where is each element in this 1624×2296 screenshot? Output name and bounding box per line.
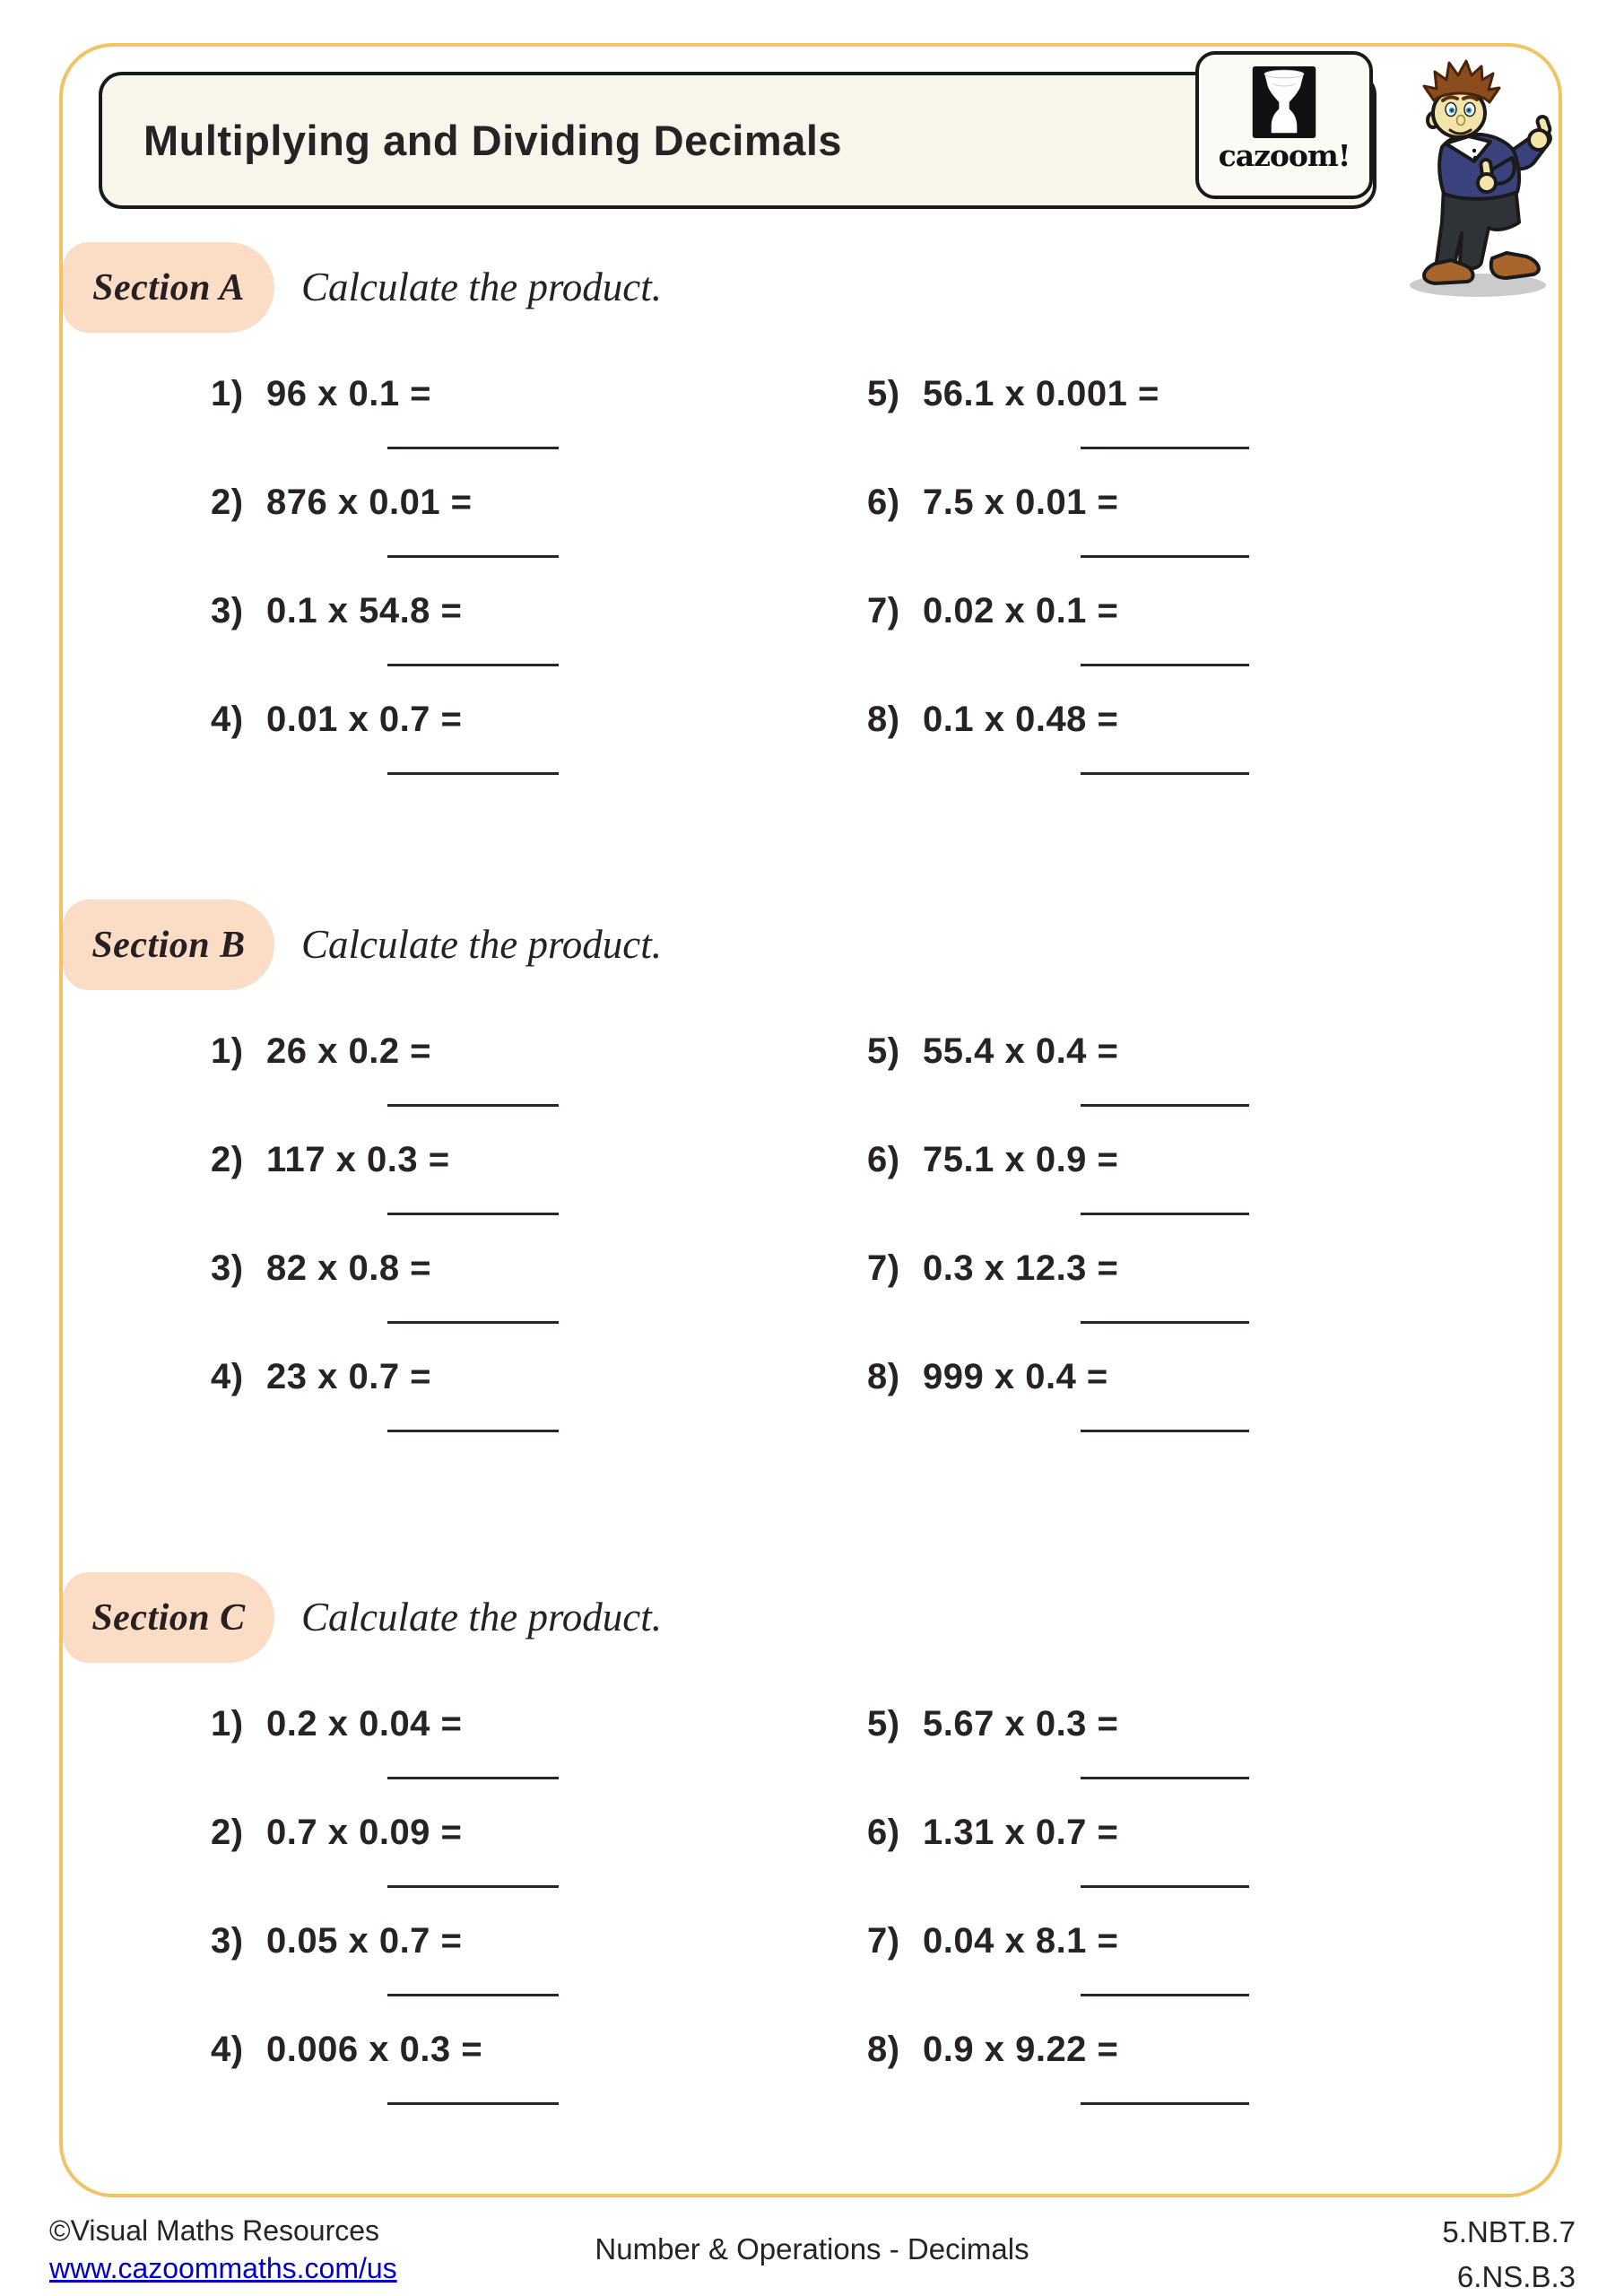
problem-item — [867, 1920, 1445, 2029]
cazoom-logo-text: cazoom! — [1218, 138, 1350, 173]
section-a — [0, 242, 1624, 809]
answer-blank[interactable] — [1081, 772, 1249, 775]
answer-blank[interactable] — [387, 2102, 559, 2105]
problem-expression: 0.9 x 9.22 = — [923, 2030, 1119, 2069]
problem-number: 1) — [211, 374, 244, 413]
answer-blank[interactable] — [1081, 447, 1249, 449]
section-label: Section A — [92, 266, 245, 309]
section-instruction: Calculate the product. — [301, 265, 663, 309]
mascot-boy-illustration — [1388, 50, 1581, 301]
problem-item — [867, 482, 1445, 590]
problem-expression: 0.7 x 0.09 = — [266, 1813, 463, 1852]
problem-number: 2) — [211, 1813, 244, 1852]
problem-number: 3) — [211, 591, 244, 631]
problem-number: 6) — [867, 483, 900, 522]
answer-blank[interactable] — [1081, 1321, 1249, 1324]
problem-item — [867, 590, 1445, 699]
problem-number: 3) — [211, 1921, 244, 1961]
problem-number: 7) — [867, 591, 900, 631]
problem-number: 6) — [867, 1140, 900, 1179]
standard-code-2: 6.NS.B.3 — [1456, 2260, 1576, 2293]
problem-item — [211, 1703, 867, 1812]
footer-topic: Number & Operations - Decimals — [595, 2232, 1029, 2266]
answer-blank[interactable] — [1081, 1430, 1249, 1432]
problem-expression: 0.1 x 0.48 = — [923, 700, 1119, 739]
title-box — [99, 72, 1376, 209]
mascot-fist-extended — [1529, 130, 1549, 150]
problem-item — [211, 373, 867, 482]
standard-code-1: 5.NBT.B.7 — [1442, 2215, 1576, 2248]
problem-item — [211, 1139, 867, 1248]
section-label: Section B — [91, 924, 246, 966]
answer-blank[interactable] — [387, 447, 559, 449]
section-instruction: Calculate the product. — [301, 1595, 663, 1639]
problem-expression: 117 x 0.3 = — [266, 1140, 450, 1179]
problem-item — [867, 373, 1445, 482]
problem-expression: 0.02 x 0.1 = — [923, 591, 1119, 631]
problem-item — [211, 699, 867, 807]
problem-number: 1) — [211, 1704, 244, 1744]
problem-expression: 26 x 0.2 = — [266, 1031, 432, 1071]
answer-blank[interactable] — [387, 1321, 559, 1324]
problem-expression: 1.31 x 0.7 = — [923, 1813, 1119, 1852]
problem-item — [867, 2029, 1445, 2137]
problem-expression: 96 x 0.1 = — [266, 374, 432, 413]
problem-item — [867, 1031, 1445, 1139]
section-c — [0, 1572, 1624, 2139]
problem-item — [211, 1920, 867, 2029]
problem-expression: 0.04 x 8.1 = — [923, 1921, 1119, 1961]
problem-expression: 0.3 x 12.3 = — [923, 1248, 1119, 1288]
answer-blank[interactable] — [387, 1104, 559, 1107]
problem-item — [867, 1139, 1445, 1248]
answer-blank[interactable] — [387, 1885, 559, 1888]
section-b — [0, 900, 1624, 1466]
problem-expression: 0.2 x 0.04 = — [266, 1704, 463, 1744]
section-label-pill — [63, 242, 274, 333]
answer-blank[interactable] — [1081, 1885, 1249, 1888]
problem-item — [211, 1356, 867, 1465]
mascot-shoe-right — [1491, 253, 1539, 278]
problem-expression: 5.67 x 0.3 = — [923, 1704, 1119, 1744]
footer-link[interactable]: www.cazoommaths.com/us — [49, 2252, 397, 2284]
problem-number: 8) — [867, 700, 900, 739]
problem-expression: 0.1 x 54.8 = — [266, 591, 463, 631]
mascot-fist-front — [1478, 174, 1496, 192]
problem-number: 2) — [211, 483, 244, 522]
section-instruction: Calculate the product. — [301, 922, 663, 967]
problem-number: 5) — [867, 1704, 900, 1744]
problem-expression: 999 x 0.4 = — [923, 1357, 1108, 1396]
problem-item — [211, 1812, 867, 1920]
problem-number: 6) — [867, 1813, 900, 1852]
problem-item — [211, 1031, 867, 1139]
problem-number: 4) — [211, 700, 244, 739]
problem-expression: 75.1 x 0.9 = — [923, 1140, 1119, 1179]
answer-blank[interactable] — [387, 1994, 559, 1996]
problem-number: 8) — [867, 2030, 900, 2069]
problem-number: 7) — [867, 1248, 900, 1288]
problem-expression: 56.1 x 0.001 = — [923, 374, 1159, 413]
answer-blank[interactable] — [387, 1430, 559, 1432]
problem-number: 1) — [211, 1031, 244, 1071]
problem-item — [867, 1703, 1445, 1812]
problem-number: 2) — [211, 1140, 244, 1179]
answer-blank[interactable] — [387, 772, 559, 775]
answer-blank[interactable] — [1081, 1777, 1249, 1779]
problem-expression: 82 x 0.8 = — [266, 1248, 432, 1288]
answer-blank[interactable] — [387, 1777, 559, 1779]
problem-expression: 23 x 0.7 = — [266, 1357, 432, 1396]
problem-number: 7) — [867, 1921, 900, 1961]
problem-number: 3) — [211, 1248, 244, 1288]
section-label-pill — [63, 900, 274, 990]
djembe-drum-icon — [1252, 66, 1316, 138]
answer-blank[interactable] — [1081, 1104, 1249, 1107]
answer-blank[interactable] — [387, 555, 559, 558]
section-label: Section C — [91, 1596, 246, 1639]
problem-number: 5) — [867, 374, 900, 413]
problem-expression: 0.05 x 0.7 = — [266, 1921, 463, 1961]
problem-number: 4) — [211, 2030, 244, 2069]
problem-item — [867, 1248, 1445, 1356]
problem-expression: 0.006 x 0.3 = — [266, 2030, 483, 2069]
problem-expression: 0.01 x 0.7 = — [266, 700, 463, 739]
answer-blank[interactable] — [1081, 555, 1249, 558]
footer-copyright: ©Visual Maths Resources — [49, 2214, 380, 2247]
cazoom-logo — [1195, 51, 1373, 199]
problem-item — [211, 482, 867, 590]
footer-standards — [1442, 2210, 1576, 2296]
section-label-pill — [63, 1572, 274, 1663]
problems-grid — [211, 1703, 1445, 2137]
answer-blank[interactable] — [1081, 664, 1249, 666]
problems-grid — [211, 1031, 1445, 1465]
problem-item — [867, 1812, 1445, 1920]
answer-blank[interactable] — [1081, 1994, 1249, 1996]
answer-blank[interactable] — [387, 1213, 559, 1215]
problems-grid — [211, 373, 1445, 807]
page-title: Multiplying and Dividing Decimals — [143, 117, 843, 164]
answer-blank[interactable] — [1081, 2102, 1249, 2105]
problem-item — [867, 1356, 1445, 1465]
problem-expression: 876 x 0.01 = — [266, 483, 473, 522]
answer-blank[interactable] — [387, 664, 559, 666]
problem-number: 5) — [867, 1031, 900, 1071]
problem-item — [211, 2029, 867, 2137]
problem-expression: 7.5 x 0.01 = — [923, 483, 1119, 522]
problem-item — [867, 699, 1445, 807]
answer-blank[interactable] — [1081, 1213, 1249, 1215]
problem-number: 8) — [867, 1357, 900, 1396]
problem-item — [211, 590, 867, 699]
problem-item — [211, 1248, 867, 1356]
problem-expression: 55.4 x 0.4 = — [923, 1031, 1119, 1071]
problem-number: 4) — [211, 1357, 244, 1396]
